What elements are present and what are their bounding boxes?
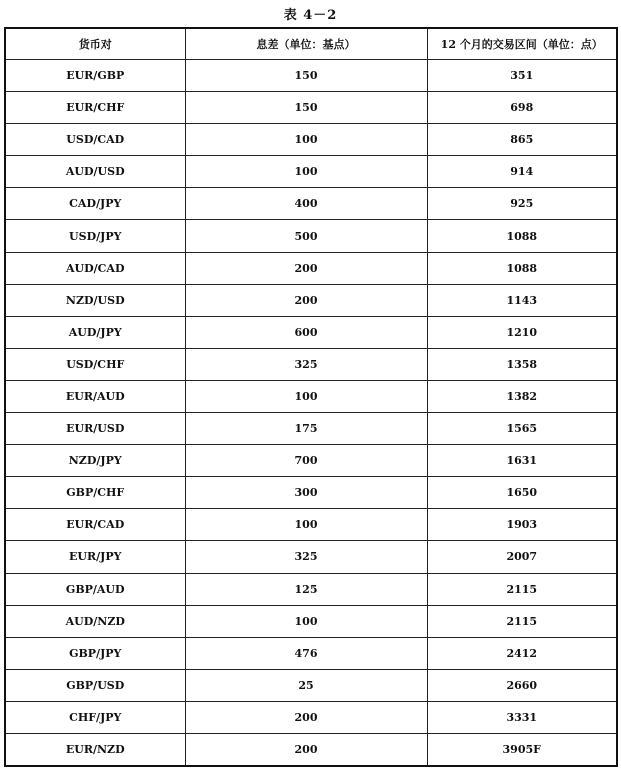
table-row — [5, 733, 617, 766]
cell-spread: 400 — [185, 188, 427, 220]
cell-currency-pair: EUR/CHF — [5, 92, 185, 124]
cell-currency-pair: GBP/USD — [5, 669, 185, 701]
cell-trading-range: 2115 — [427, 605, 617, 637]
cell-trading-range: 914 — [427, 156, 617, 188]
cell-trading-range: 3905F — [427, 733, 617, 766]
cell-spread: 100 — [185, 509, 427, 541]
table-row — [5, 605, 617, 637]
table-row — [5, 413, 617, 445]
cell-trading-range: 1210 — [427, 316, 617, 348]
cell-currency-pair: GBP/AUD — [5, 573, 185, 605]
table-row — [5, 156, 617, 188]
cell-trading-range: 1382 — [427, 380, 617, 412]
currency-spread-table — [4, 27, 618, 767]
table-row — [5, 348, 617, 380]
table-row — [5, 669, 617, 701]
cell-spread: 500 — [185, 220, 427, 252]
cell-trading-range: 1903 — [427, 509, 617, 541]
header-currency-pair: 货币对 — [5, 28, 185, 60]
cell-currency-pair: EUR/CAD — [5, 509, 185, 541]
cell-spread: 125 — [185, 573, 427, 605]
cell-currency-pair: CHF/JPY — [5, 701, 185, 733]
header-trading-range: 12 个月的交易区间（单位：点） — [427, 28, 617, 60]
cell-trading-range: 2412 — [427, 637, 617, 669]
cell-currency-pair: USD/CAD — [5, 124, 185, 156]
table-row — [5, 60, 617, 92]
cell-trading-range: 2660 — [427, 669, 617, 701]
cell-trading-range: 1088 — [427, 252, 617, 284]
table-row — [5, 284, 617, 316]
cell-currency-pair: NZD/USD — [5, 284, 185, 316]
table-row — [5, 573, 617, 605]
cell-spread: 300 — [185, 477, 427, 509]
cell-spread: 100 — [185, 156, 427, 188]
cell-trading-range: 2115 — [427, 573, 617, 605]
cell-trading-range: 2007 — [427, 541, 617, 573]
cell-currency-pair: NZD/JPY — [5, 445, 185, 477]
table-row — [5, 380, 617, 412]
header-row — [5, 28, 617, 60]
table-body — [5, 60, 617, 767]
cell-currency-pair: AUD/CAD — [5, 252, 185, 284]
cell-currency-pair: EUR/JPY — [5, 541, 185, 573]
cell-spread: 476 — [185, 637, 427, 669]
cell-currency-pair: GBP/JPY — [5, 637, 185, 669]
cell-currency-pair: AUD/JPY — [5, 316, 185, 348]
cell-currency-pair: USD/JPY — [5, 220, 185, 252]
table-row — [5, 509, 617, 541]
cell-currency-pair: EUR/GBP — [5, 60, 185, 92]
table-row — [5, 541, 617, 573]
header-spread: 息差（单位：基点） — [185, 28, 427, 60]
table-row — [5, 701, 617, 733]
cell-trading-range: 1143 — [427, 284, 617, 316]
cell-trading-range: 351 — [427, 60, 617, 92]
table-row — [5, 220, 617, 252]
cell-spread: 200 — [185, 252, 427, 284]
table-row — [5, 188, 617, 220]
table-row — [5, 316, 617, 348]
cell-currency-pair: AUD/NZD — [5, 605, 185, 637]
cell-trading-range: 1565 — [427, 413, 617, 445]
table-row — [5, 445, 617, 477]
cell-trading-range: 865 — [427, 124, 617, 156]
cell-currency-pair: GBP/CHF — [5, 477, 185, 509]
cell-spread: 150 — [185, 60, 427, 92]
table-row — [5, 477, 617, 509]
cell-currency-pair: EUR/AUD — [5, 380, 185, 412]
cell-spread: 600 — [185, 316, 427, 348]
cell-currency-pair: AUD/USD — [5, 156, 185, 188]
cell-trading-range: 1358 — [427, 348, 617, 380]
cell-spread: 200 — [185, 284, 427, 316]
cell-trading-range: 1088 — [427, 220, 617, 252]
cell-spread: 100 — [185, 380, 427, 412]
cell-spread: 200 — [185, 733, 427, 766]
table-row — [5, 92, 617, 124]
cell-trading-range: 1631 — [427, 445, 617, 477]
cell-spread: 25 — [185, 669, 427, 701]
cell-spread: 175 — [185, 413, 427, 445]
table-row — [5, 252, 617, 284]
cell-trading-range: 698 — [427, 92, 617, 124]
cell-spread: 325 — [185, 541, 427, 573]
cell-spread: 325 — [185, 348, 427, 380]
cell-spread: 150 — [185, 92, 427, 124]
cell-trading-range: 1650 — [427, 477, 617, 509]
cell-currency-pair: EUR/USD — [5, 413, 185, 445]
cell-spread: 100 — [185, 124, 427, 156]
cell-currency-pair: CAD/JPY — [5, 188, 185, 220]
cell-trading-range: 925 — [427, 188, 617, 220]
cell-spread: 200 — [185, 701, 427, 733]
cell-currency-pair: EUR/NZD — [5, 733, 185, 766]
cell-currency-pair: USD/CHF — [5, 348, 185, 380]
cell-trading-range: 3331 — [427, 701, 617, 733]
table-row — [5, 124, 617, 156]
cell-spread: 700 — [185, 445, 427, 477]
cell-spread: 100 — [185, 605, 427, 637]
table-row — [5, 637, 617, 669]
table-caption: 表 4－2 — [283, 8, 338, 23]
